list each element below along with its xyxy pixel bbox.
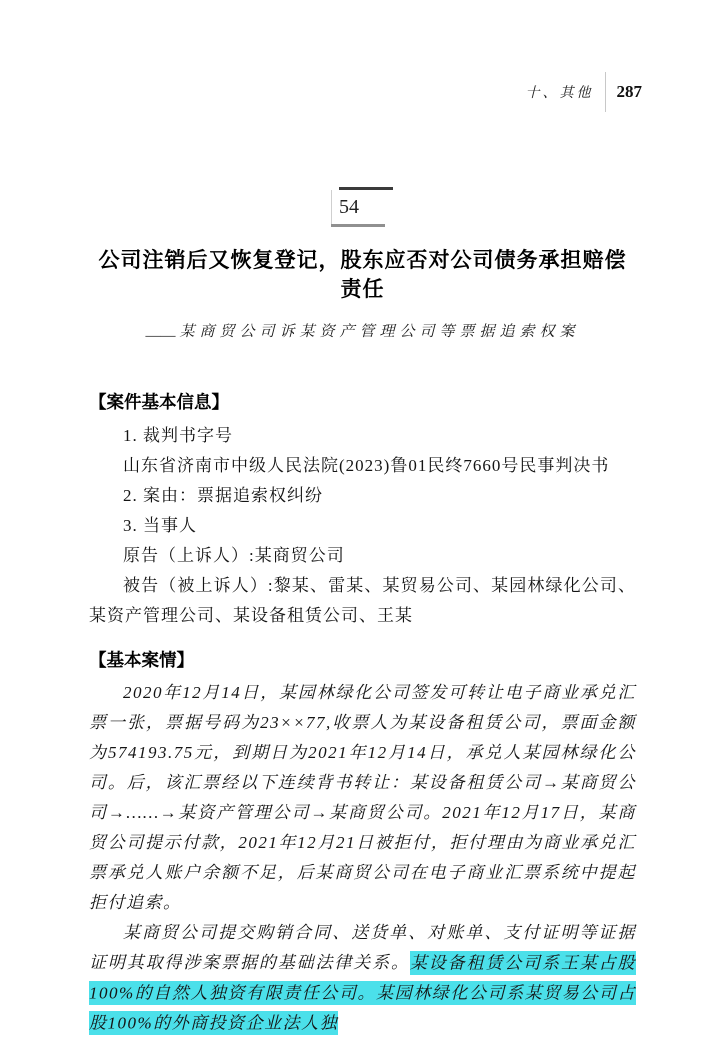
subtitle-text: 某商贸公司诉某资产管理公司等票据追索权案	[179, 324, 580, 340]
info-line-court-judgment: 山东省济南市中级人民法院(2023)鲁01民终7660号民事判决书	[123, 456, 610, 475]
section-heading-facts: 【基本案情】	[89, 650, 194, 670]
running-head-section-label: 十、其他	[525, 86, 594, 101]
info-line-defendants: 被告（被上诉人）:黎某、雷某、某贸易公司、某园林绿化公司、某资产管理公司、某设备租赁公司、王某	[89, 576, 636, 625]
badge-bottom-rule	[331, 224, 385, 227]
page-number: 287	[616, 82, 642, 101]
facts-paragraph-2	[89, 918, 636, 1038]
info-line-parties: 3. 当事人	[123, 516, 197, 535]
section-heading-basic-info: 【案件基本信息】	[89, 392, 229, 412]
article-content	[89, 246, 636, 1038]
highlighted-text: 某设备租赁公司系王某占股100%的自然人独资有限责任公司。某园林绿化公司系某贸易公司占股100%的外商投资企业法人独	[89, 951, 636, 1035]
info-line-plaintiff: 原告（上诉人）:某商贸公司	[123, 546, 345, 565]
case-number-badge	[331, 187, 393, 227]
info-line-cause-of-action: 2. 案由：票据追索权纠纷	[123, 486, 323, 505]
running-head-divider	[605, 72, 606, 112]
subtitle-dash: ——	[145, 328, 176, 344]
info-line-document-number: 1. 裁判书字号	[123, 426, 233, 445]
running-head	[526, 72, 643, 112]
facts-paragraph-2-normal-text: 某商贸公司提交购销合同、送货单、对账单、支付证明等证据证明其取得涉案票据的基础法律关系。	[89, 923, 636, 972]
basic-info-list	[89, 421, 636, 631]
case-number: 54	[331, 190, 393, 224]
article-title: 公司注销后又恢复登记，股东应否对公司债务承担赔偿责任	[98, 249, 627, 301]
article-subtitle	[89, 321, 636, 343]
facts-paragraph-1: 2020年12月14日，某园林绿化公司签发可转让电子商业承兑汇票一张，票据号码为23××77,收票人为某设备租赁公司，票面金额为574193.75元，到期日为2021年12月14日，承兑人某园林绿化公司。后，该汇票经以下连续背书转让：某设备租赁公司→某商贸公司→……→某资产管理公司→某商贸公司。2021年12月17日，某商贸公司提示付款，2021年12月21日被拒付，拒付理由为商业承兑汇票承兑人账户余额不足，后某商贸公司在电子商业汇票系统中提起拒付追索。	[89, 683, 636, 912]
